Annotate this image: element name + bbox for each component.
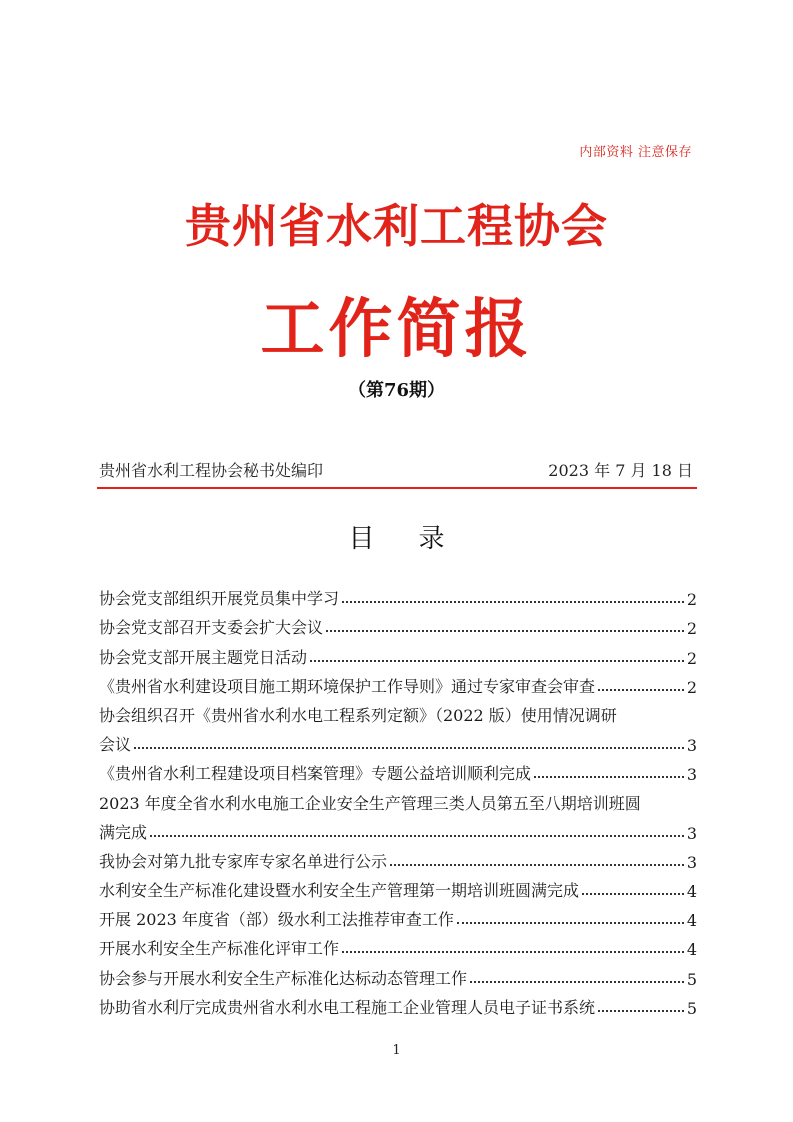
- toc-entry-title: 水利安全生产标准化建设暨水利安全生产管理第一期培训班圆满完成: [99, 881, 580, 901]
- toc-entry-title: 开展 2023 年度省（部）级水利工法推荐审查工作: [99, 910, 454, 930]
- editor-line: [99, 458, 695, 484]
- toc-entry-title: 协会参与开展水利安全生产标准化达标动态管理工作: [99, 968, 468, 988]
- toc-entry[interactable]: [99, 930, 697, 959]
- toc-leader-dots: [326, 630, 684, 632]
- toc-entry-title: 协助省水利厅完成贵州省水利水电工程施工企业管理人员电子证书系统: [99, 997, 596, 1017]
- toc-entry-page: 3: [686, 852, 697, 872]
- publish-date: 2023 年 7 月 18 日: [548, 461, 693, 480]
- editor-name: 贵州省水利工程协会秘书处编印: [99, 461, 324, 480]
- toc-entry-page: 2: [686, 677, 697, 697]
- toc-entry-title: 《贵州省水利建设项目施工期环境保护工作导则》通过专家审查会审查: [99, 676, 596, 696]
- toc-entry-page: 3: [686, 823, 697, 843]
- toc-leader-dots: [598, 689, 684, 691]
- page-number: 1: [392, 1043, 401, 1058]
- toc-leader-dots: [598, 1010, 684, 1012]
- toc-leader-dots: [457, 922, 684, 924]
- toc-entry-page: 2: [686, 648, 697, 668]
- toc-entry[interactable]: [99, 901, 697, 930]
- toc-entry-page: 4: [686, 911, 697, 931]
- toc-leader-dots: [582, 893, 684, 895]
- toc-entry[interactable]: [99, 872, 697, 901]
- header-divider: [97, 487, 697, 489]
- issue-number: （第76期）: [347, 380, 446, 401]
- toc-entry-page: 5: [686, 969, 697, 989]
- toc-entry-page: 4: [686, 882, 697, 902]
- toc-entry-page: 3: [686, 765, 697, 785]
- toc-entry-page: 2: [686, 619, 697, 639]
- toc-entry-title-line1[interactable]: 协会组织召开《贵州省水利水电工程系列定额》（2022 版）使用情况调研: [99, 705, 617, 725]
- toc-entry[interactable]: [99, 580, 697, 609]
- organization-title: 贵州省水利工程协会: [185, 199, 608, 253]
- toc-entry[interactable]: [99, 814, 697, 843]
- toc-entry-title: 我协会对第九批专家库专家名单进行公示: [99, 851, 388, 871]
- toc-entry[interactable]: [99, 755, 697, 784]
- toc-entry-page: 5: [686, 998, 697, 1018]
- toc-leader-dots: [470, 981, 684, 983]
- toc-entry-page: 3: [686, 736, 697, 756]
- table-of-contents: [99, 580, 697, 1018]
- toc-heading: 目录: [348, 524, 489, 554]
- toc-entry-title-line1[interactable]: 2023 年度全省水利水电施工企业安全生产管理三类人员第五至八期培训班圆: [99, 793, 641, 813]
- toc-entry-title: 《贵州省水利工程建设项目档案管理》专题公益培训顺利完成: [99, 764, 532, 784]
- toc-leader-dots: [534, 776, 684, 778]
- toc-leader-dots: [342, 601, 684, 603]
- toc-entry-page: 2: [686, 590, 697, 610]
- toc-entry-page: 4: [686, 940, 697, 960]
- bulletin-title: 工作简报: [260, 292, 533, 367]
- toc-entry-title: 会议: [99, 735, 132, 755]
- toc-entry-title: 协会党支部召开支委会扩大会议: [99, 618, 324, 638]
- toc-leader-dots: [134, 747, 684, 749]
- toc-entry-title: 协会党支部组织开展党员集中学习: [99, 589, 340, 609]
- toc-entry[interactable]: [99, 959, 697, 988]
- toc-entry-title: 满完成: [99, 822, 148, 842]
- toc-entry[interactable]: [99, 843, 697, 872]
- toc-leader-dots: [390, 864, 684, 866]
- toc-entry[interactable]: [99, 989, 697, 1018]
- toc-entry[interactable]: [99, 668, 697, 697]
- confidential-note: 内部资料 注意保存: [579, 145, 692, 160]
- toc-entry[interactable]: [99, 609, 697, 638]
- toc-leader-dots: [150, 835, 684, 837]
- toc-entry-title: 开展水利安全生产标准化评审工作: [99, 939, 340, 959]
- toc-entry-title: 协会党支部开展主题党日活动: [99, 647, 308, 667]
- toc-leader-dots: [310, 660, 684, 662]
- toc-entry[interactable]: [99, 726, 697, 755]
- toc-entry[interactable]: [99, 638, 697, 667]
- toc-leader-dots: [342, 951, 684, 953]
